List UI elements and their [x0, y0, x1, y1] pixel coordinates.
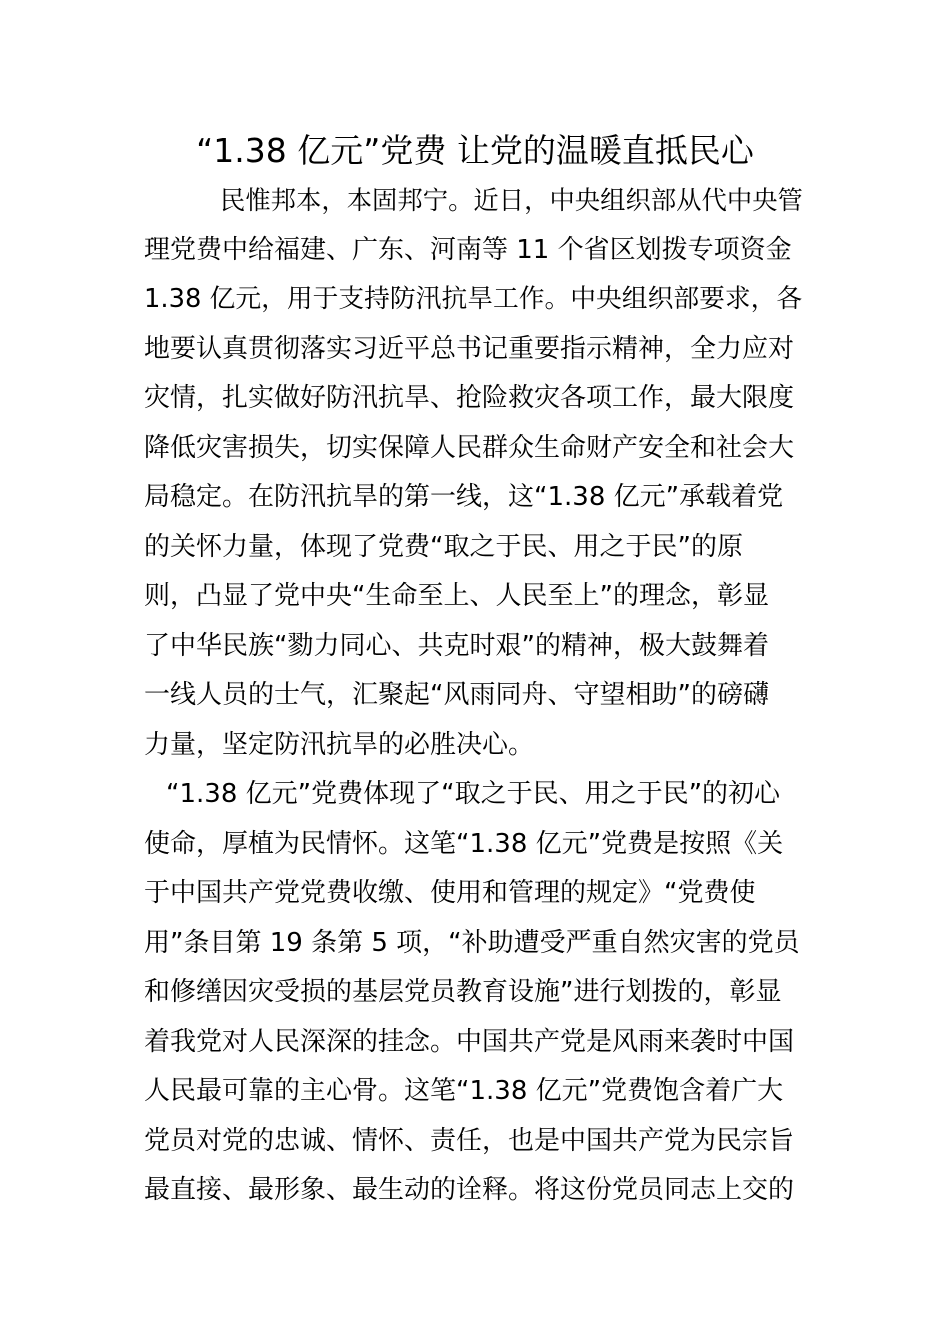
paragraph-1 [144, 176, 806, 770]
text-line: 的关怀力量，体现了党费“取之于民、用之于民”的原 [144, 531, 743, 562]
text-line: 人民最可靠的主心骨。这笔“1.38 亿元”党费饱含着广大 [144, 1076, 784, 1106]
text-line: 了中华民族“勠力同心、共克时艰”的精神，极大鼓舞着 [144, 630, 769, 661]
text-line: 一线人员的士气，汇聚起“风雨同舟、守望相助”的磅礴 [144, 680, 769, 710]
text-line: 力量，坚定防汛抗旱的必胜决心。 [144, 729, 535, 760]
text-line: 理党费中给福建、广东、河南等 11 个省区划拨专项资金 [144, 234, 792, 265]
text-line: 1.38 亿元，用于支持防汛抗旱工作。中央组织部要求，各 [144, 284, 803, 314]
text-line: 用”条目第 19 条第 5 项，“补助遭受严重自然灾害的党员 [144, 927, 800, 958]
text-line: “1.38 亿元”党费体现了“取之于民、用之于民”的初心 [166, 779, 781, 809]
text-line: 于中国共产党党费收缴、使用和管理的规定》“党费使 [144, 878, 756, 908]
text-line: 使命，厚植为民情怀。这笔“1.38 亿元”党费是按照《关 [144, 828, 784, 859]
text-line: 党员对党的忠诚、情怀、责任，也是中国共产党为民宗旨 [144, 1125, 795, 1156]
text-line: 局稳定。在防汛抗旱的第一线，这“1.38 亿元”承载着党 [144, 482, 784, 512]
text-line: 灾情，扎实做好防汛抗旱、抢险救灾各项工作，最大限度 [144, 383, 795, 413]
text-line: 降低灾害损失，切实保障人民群众生命财产安全和社会大 [144, 432, 795, 463]
text-line: 最直接、最形象、最生动的诠释。将这份党员同志上交的 [144, 1175, 795, 1205]
text-line: 民惟邦本，本固邦宁。近日，中央组织部从代中央管 [220, 185, 803, 215]
text-line: 和修缮因灾受损的基层党员教育设施”进行划拨的，彰显 [144, 977, 782, 1007]
document-body [144, 176, 806, 1216]
text-line: 地要认真贯彻落实习近平总书记重要指示精神，全力应对 [144, 333, 795, 364]
document-title: “1.38 亿元”党费 让党的温暖直抵民心 [196, 131, 754, 170]
text-line: 着我党对人民深深的挂念。中国共产党是风雨来袭时中国 [144, 1026, 795, 1057]
paragraph-2 [144, 770, 806, 1216]
text-line: 则，凸显了党中央“生命至上、人民至上”的理念，彰显 [144, 581, 769, 611]
